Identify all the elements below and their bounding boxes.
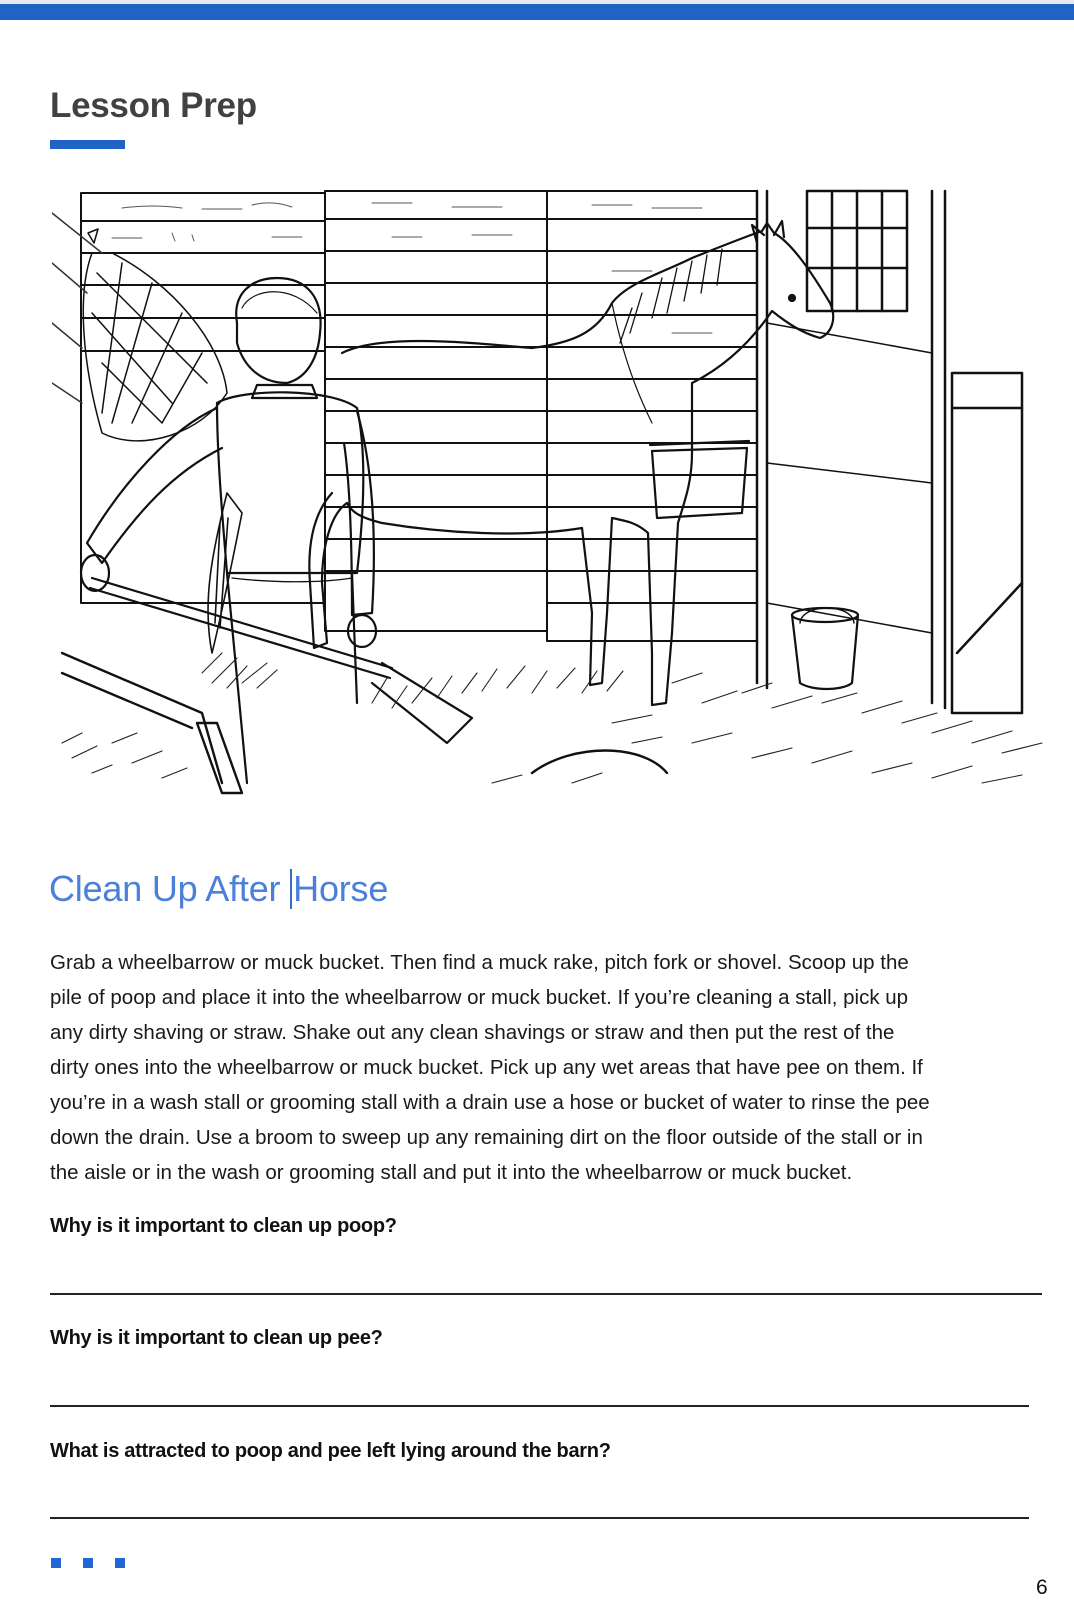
title-underline (50, 140, 125, 149)
straw-bedding (62, 653, 1042, 783)
text-cursor (290, 869, 292, 909)
section-heading-text-after: Horse (293, 868, 389, 909)
paragraph-line: Grab a wheelbarrow or muck bucket. Then find a muck rake, pitch fork or shovel. Scoop up the (50, 951, 909, 974)
footer-decoration-square (51, 1558, 61, 1568)
stall-cleaning-illustration (52, 183, 1050, 805)
page-number: 6 (1036, 1576, 1048, 1599)
hay-net (52, 213, 227, 441)
footer-decoration-square (83, 1558, 93, 1568)
horse-drawing (309, 221, 833, 705)
paragraph-line: pile of poop and place it into the wheelbarrow or muck bucket. If you’re cleaning a stall, pick up (50, 986, 909, 1009)
question-3: What is attracted to poop and pee left lying around the barn? (50, 1440, 611, 1462)
paragraph-line: any dirty shaving or straw. Shake out any clean shavings or straw and then put the rest of the (50, 1021, 895, 1044)
paragraph-line: dirty ones into the wheelbarrow or muck bucket. Pick up any wet areas that have pee on them. If (50, 1056, 923, 1079)
answer-line-3[interactable] (50, 1517, 1029, 1519)
page-title: Lesson Prep (50, 86, 257, 125)
question-2: Why is it important to clean up pee? (50, 1327, 383, 1349)
section-heading[interactable] (49, 866, 388, 912)
answer-line-1[interactable] (50, 1293, 1042, 1295)
instructions-paragraph (50, 945, 1060, 1190)
question-1: Why is it important to clean up poop? (50, 1215, 397, 1237)
stall-door (757, 191, 1022, 713)
paragraph-line: the aisle or in the wash or grooming stall and put it into the wheelbarrow or muck bucket. (50, 1161, 853, 1184)
top-accent-bar (0, 4, 1074, 20)
stall-wall-panels (81, 191, 757, 641)
footer-decoration-square (115, 1558, 125, 1568)
answer-line-2[interactable] (50, 1405, 1029, 1407)
paragraph-line: down the drain. Use a broom to sweep up any remaining dirt on the floor outside of the stall or in (50, 1126, 923, 1149)
wheelbarrow (62, 653, 667, 793)
floor-bucket (792, 608, 858, 689)
section-heading-text-before: Clean Up After (49, 868, 291, 909)
wood-grain (112, 203, 712, 333)
stable-window (807, 191, 907, 311)
boy-drawing (81, 278, 376, 783)
paragraph-line: you’re in a wash stall or grooming stall with a drain use a hose or bucket of water to rinse the pee (50, 1091, 930, 1114)
